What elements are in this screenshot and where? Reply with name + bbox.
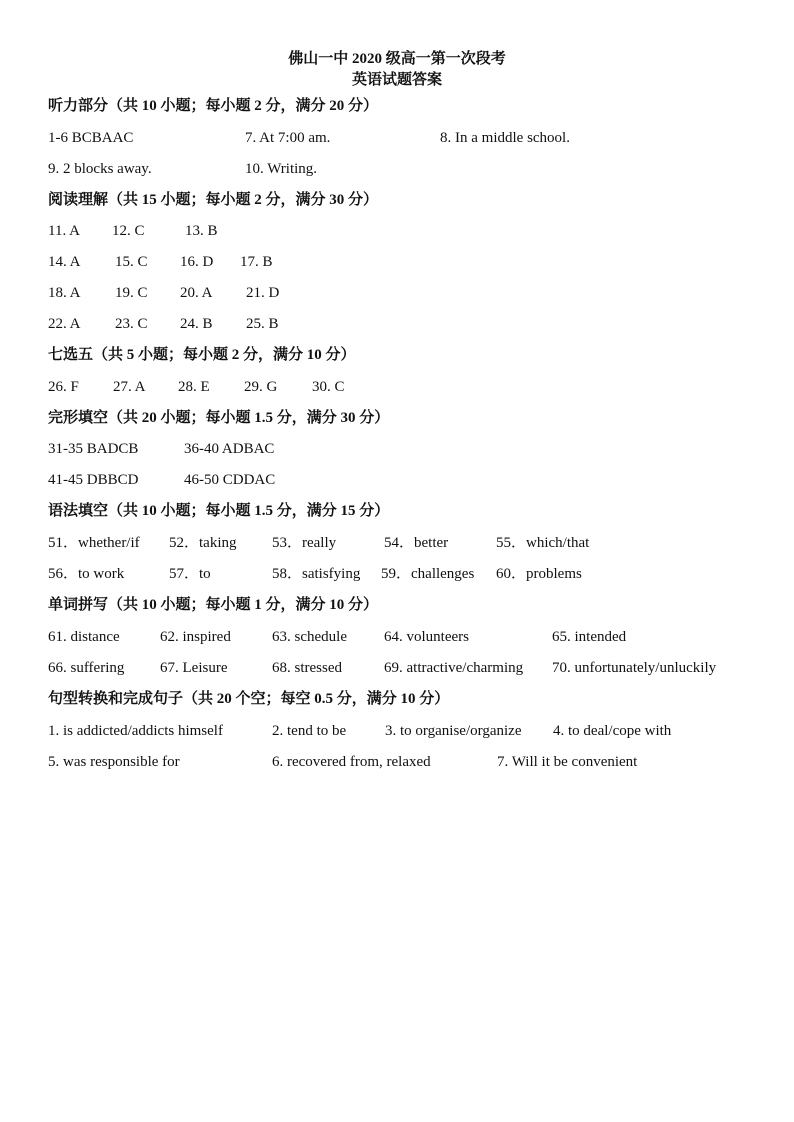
answer-item: 4. to deal/cope with [553,723,672,739]
answer-item: 29. G [244,379,278,395]
answer-item: 68. stressed [272,660,342,676]
answer-item: 63. schedule [272,629,347,645]
section-header-seven-choose-five: 七选五（共 5 小题；每小题 2 分，满分 10 分） [48,347,356,363]
answer-item: 11. A [48,223,80,239]
answer-item: 46-50 CDDAC [184,472,276,488]
answer-item: 13. B [185,223,218,239]
answer-item: 15. C [115,254,148,270]
answer-item: 20. A [180,285,213,301]
answer-item: 60．problems [496,566,582,582]
section-header-grammar: 语法填空（共 10 小题；每小题 1.5 分，满分 15 分） [48,503,390,519]
answer-item: 41-45 DBBCD [48,472,139,488]
answer-item: 5. was responsible for [48,754,180,770]
answer-item: 66. suffering [48,660,125,676]
answer-item: 65. intended [552,629,627,645]
answer-item: 57．to [169,566,211,582]
answer-item: 14. A [48,254,81,270]
answer-item: 7. Will it be convenient [497,754,638,770]
answer-item: 3. to organise/organize [385,723,522,739]
answer-item: 36-40 ADBAC [184,441,275,457]
section-header-sentences: 句型转换和完成句子（共 20 个空；每空 0.5 分，满分 10 分） [48,691,450,707]
section-header-cloze: 完形填空（共 20 小题；每小题 1.5 分，满分 30 分） [48,410,390,426]
section-header-reading: 阅读理解（共 15 小题；每小题 2 分，满分 30 分） [48,192,379,208]
answer-item: 22. A [48,316,81,332]
answer-item: 18. A [48,285,81,301]
answer-item: 52．taking [169,535,237,551]
answer-item: 1-6 BCBAAC [48,130,134,146]
answer-item: 69. attractive/charming [384,660,524,676]
answer-item: 21. D [246,285,280,301]
answer-item: 56．to work [48,566,125,582]
section-header-spelling: 单词拼写（共 10 小题；每小题 1 分，满分 10 分） [48,597,379,613]
answer-item: 53．really [272,535,337,551]
answer-item: 6. recovered from, relaxed [272,754,431,770]
answer-item: 2. tend to be [272,723,347,739]
answer-item: 54．better [384,535,449,551]
answer-item: 30. C [312,379,345,395]
answer-item: 62. inspired [160,629,231,645]
answer-item: 51．whether/if [48,535,140,551]
answer-item: 10. Writing. [245,161,318,177]
answer-item: 59．challenges [381,566,475,582]
answer-item: 19. C [115,285,148,301]
page-subtitle: 英语试题答案 [351,72,442,88]
answer-item: 1. is addicted/addicts himself [48,723,223,739]
answer-item: 16. D [180,254,214,270]
answer-item: 55．which/that [496,535,590,551]
answer-item: 58．satisfying [272,566,361,582]
answer-item: 27. A [113,379,146,395]
answer-item: 26. F [48,379,79,395]
page-title: 佛山一中 2020 级高一第一次段考 [288,51,506,67]
answer-item: 64. volunteers [384,629,469,645]
answer-item: 31-35 BADCB [48,441,139,457]
answer-item: 28. E [178,379,210,395]
answer-item: 17. B [240,254,273,270]
answer-item: 67. Leisure [160,660,228,676]
answer-item: 24. B [180,316,213,332]
answer-item: 70. unfortunately/unluckily [552,660,717,676]
answer-item: 25. B [246,316,279,332]
answer-item: 8. In a middle school. [440,130,570,146]
answer-item: 23. C [115,316,148,332]
answer-item: 61. distance [48,629,120,645]
answer-item: 12. C [112,223,145,239]
section-header-listening: 听力部分（共 10 小题；每小题 2 分，满分 20 分） [48,98,379,114]
answer-item: 7. At 7:00 am. [245,130,331,146]
answer-item: 9. 2 blocks away. [48,161,152,177]
